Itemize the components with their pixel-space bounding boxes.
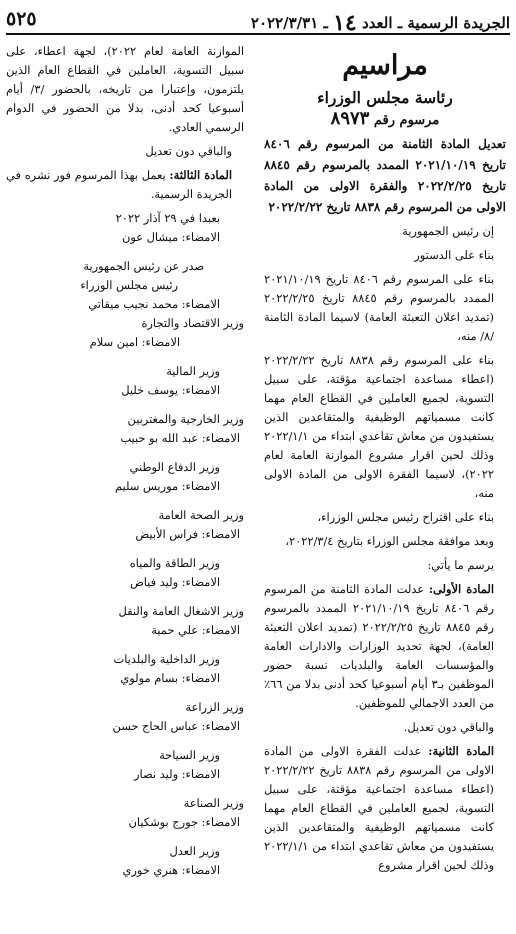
page-header — [6, 8, 510, 36]
signature-foreign: الامضاء: عبد الله بو حبيب — [120, 431, 240, 445]
article-1 — [264, 580, 506, 713]
signature-tourism: الامضاء: وليد نصار — [134, 767, 220, 781]
article-3 — [6, 166, 244, 204]
minister-foreign: وزير الخارجية والمغتربين — [127, 412, 244, 426]
signature-industry: الامضاء: جورج بوشكيان — [128, 815, 240, 829]
minister-tourism: وزير السياحة — [159, 748, 220, 762]
section-heading: مراسيم — [342, 50, 428, 81]
signature-block — [6, 209, 244, 880]
signature-justice: الامضاء: هنري خوري — [122, 863, 220, 877]
minister-works: وزير الاشغال العامة والنقل — [118, 604, 244, 618]
preamble-decree-8838: بناء على المرسوم رقم ٨٨٣٨ تاريخ ٢٠٢٢/٢/٢٢ (اعطاء مساعدة اجتماعية مؤقتة، على سبيل التسوية، لجميع العاملين في القطاع العام مهما كانت مسمياتهم الوظيفية والمتقاعدين الذين يستفيدون من معاش تقاعدي ابتداء من ٢٠٢٢/١/١ وذلك لحين اقرار مشروع الموازنة العامة لعام ٢٠٢٢)، لاسيما الفقرة الاولى من المادة الاولى منه، — [264, 353, 495, 500]
right-column — [264, 44, 506, 880]
preamble-president: إن رئيس الجمهورية — [402, 224, 494, 238]
signature-pm: الامضاء: محمد نجيب ميقاتي — [88, 297, 220, 311]
minister-interior: وزير الداخلية والبلديات — [113, 652, 220, 666]
remaining-unchanged-2: والباقي دون تعديل — [145, 144, 232, 158]
signature-health: الامضاء: فراس الأبيض — [135, 527, 240, 541]
signature-agriculture: الامضاء: عباس الحاج حسن — [112, 719, 240, 733]
decree-subject: تعديل المادة الثامنة من المرسوم رقم ٨٤٠٦ تاريخ ٢٠٢١/١٠/١٩ الممدد بالمرسوم رقم ٨٨٤٥ تاريخ ٢٠٢٢/٢/٢٥ والفقرة الاولى من المادة الاولى من المرسوم رقم ٨٨٣٨ تاريخ ٢٠٢٢/٢/٢٢ — [264, 137, 506, 214]
minister-finance: وزير المالية — [166, 364, 220, 378]
signature-defense: الامضاء: موريس سليم — [114, 479, 220, 493]
signature-finance: الامضاء: يوسف خليل — [121, 383, 220, 397]
minister-defense: وزير الدفاع الوطني — [129, 460, 220, 474]
issue-number: ١٤ — [333, 10, 357, 36]
gazette-name: الجريدة الرسمية ـ العدد — [361, 14, 510, 32]
preamble-approval: وبعد موافقة مجلس الوزراء بتاريخ ٢٠٢٢/٣/٤، — [285, 534, 494, 548]
article-1-text: عدلت المادة الثامنة من المرسوم رقم ٨٤٠٦ تاريخ ٢٠٢١/١٠/١٩ الممدد بالمرسوم رقم ٨٨٤٥ تاريخ ٢٠٢٢/٢/٢٥ (تمديد اعلان التعبئة العامة)، لجهة تحديد الوزارات والادارات العامة والمؤسسات العامة والبلديات نسبة حضور الموظفين بـ٣ أيام أسبوعيا كحد أدنى بدلا من ٦٦٪ من العدد الاجمالي للموظفين. — [264, 582, 495, 710]
article-2-label: المادة الثانية: — [428, 744, 494, 758]
minister-health: وزير الصحة العامة — [158, 508, 244, 522]
preamble-constitution: بناء على الدستور — [414, 248, 494, 262]
article-2-continuation: الموازنة العامة لعام ٢٠٢٢)، لجهة اعطاء، على سبيل التسوية، العاملين في القطاع العام الذين يلتزمون، وإعتبارا من تاريخه، بالحضور /٣/ أيام أسبوعيا كحد أدنى، بدلا من الحضور في الدوام الرسمي العادي. — [6, 44, 244, 134]
page-number: ٥٢٥ — [6, 8, 37, 30]
minister-agriculture: وزير الزراعة — [185, 700, 244, 714]
signature-energy: الامضاء: وليد فياض — [129, 575, 220, 589]
preamble-proposal: بناء على اقتراح رئيس مجلس الوزراء، — [317, 510, 494, 524]
minister-energy: وزير الطاقة والمياه — [129, 556, 220, 570]
issue-date: ـ ٢٠٢٢/٣/٣١ — [250, 14, 328, 32]
pm-title: رئيس مجلس الوزراء — [80, 278, 178, 292]
article-2 — [264, 742, 506, 875]
article-2-text: عدلت الفقرة الاولى من المادة الاولى من المرسوم رقم ٨٨٣٨ تاريخ ٢٠٢٢/٢/٢٢ (اعطاء مساعدة اجتماعية مؤقتة، على سبيل التسوية، لجميع العاملين في القطاع العام مهما كانت مسمياتهم الوظيفية والمتقاعدين الذين يستفيدون من معاش تقاعدي ابتداء من ٢٠٢٢/١/١ وذلك لحين اقرار مشروع — [264, 744, 494, 872]
preamble-decree-8406: بناء على المرسوم رقم ٨٤٠٦ تاريخ ٢٠٢١/١٠/١٩ الممدد بالمرسوم رقم ٨٨٤٥ تاريخ ٢٠٢٢/٢/٢٥ (تمديد اعلان التعبئة العامة) لاسيما المادة الثامنة /٨/ منه، — [264, 272, 494, 343]
decrees-line: يرسم ما يأتي: — [427, 558, 494, 572]
decree-number: ٨٩٧٣ — [330, 108, 370, 129]
remaining-unchanged-1: والباقي دون تعديل. — [403, 720, 494, 734]
header-rule — [6, 33, 510, 35]
signature-interior: الامضاء: بسام مولوي — [120, 671, 220, 685]
signature-works: الامضاء: علي حمية — [151, 623, 240, 637]
presidency-heading: رئاسة مجلس الوزراء — [317, 88, 453, 107]
article-1-label: المادة الأولى: — [428, 582, 494, 596]
left-column — [6, 42, 244, 884]
minister-economy: وزير الاقتصاد والتجارة — [141, 316, 244, 330]
decree-number-line — [264, 109, 506, 130]
signature-president: الامضاء: ميشال عون — [121, 230, 220, 244]
minister-justice: وزير العدل — [169, 844, 220, 858]
article-3-text: يعمل بهذا المرسوم فور نشره في الجريدة الرسمية. — [6, 168, 232, 201]
signature-economy: الامضاء: امين سلام — [89, 335, 180, 349]
decree-label: مرسوم رقم — [373, 113, 440, 128]
place-date: بعبدا في ٢٩ آذار ٢٠٢٢ — [115, 211, 220, 225]
article-3-label: المادة الثالثة: — [169, 168, 233, 182]
issued-by: صدر عن رئيس الجمهورية — [83, 259, 204, 273]
minister-industry: وزير الصناعة — [183, 796, 244, 810]
